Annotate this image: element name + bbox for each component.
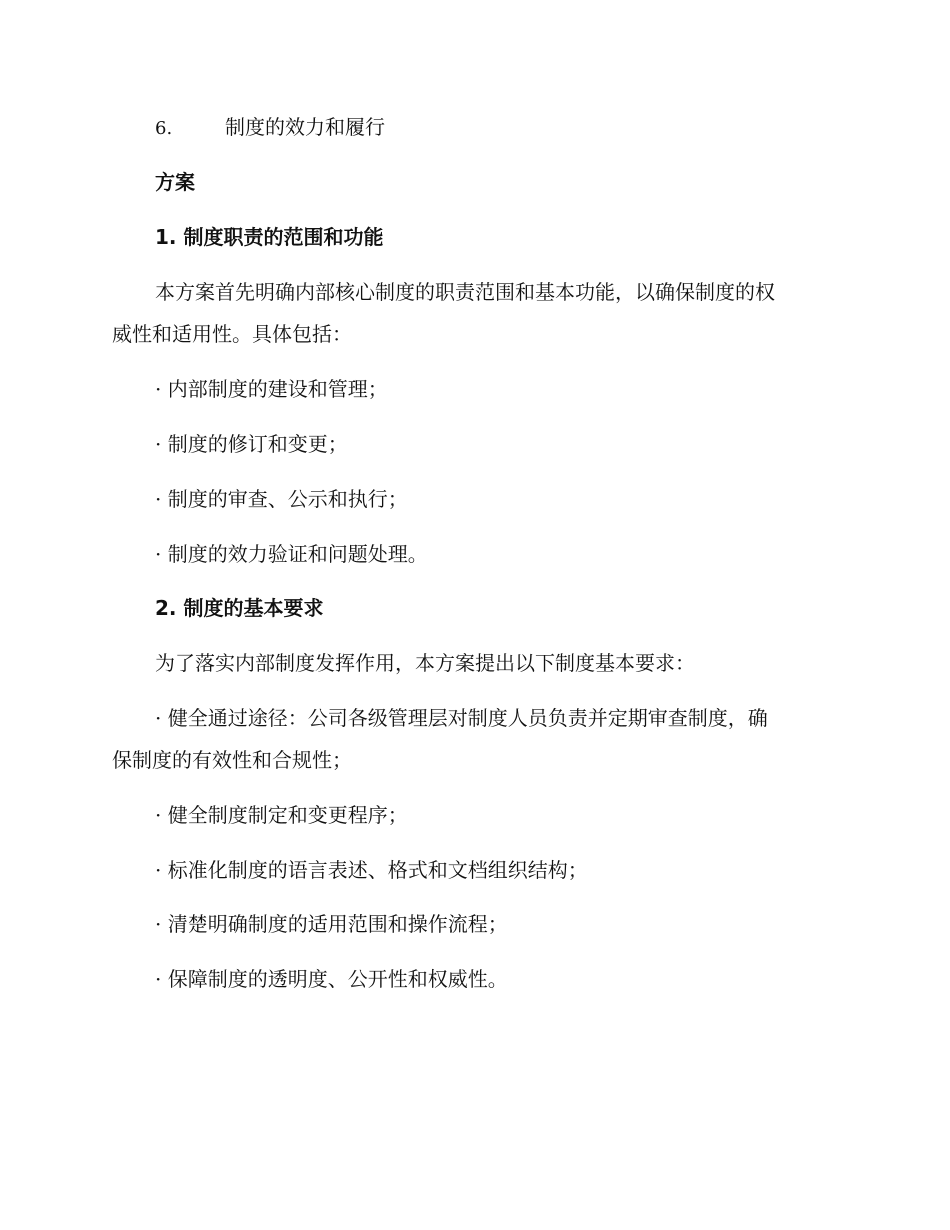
list-number: 6. [155,118,173,139]
bullet-item: · 制度的修订和变更； [155,432,348,456]
bullet-item: · 健全制度制定和变更程序； [155,803,408,827]
list-item-text: 制度的效力和履行 [225,115,385,139]
bullet-item: · 标准化制度的语言表述、格式和文档组织结构； [155,858,588,882]
section-1-heading: 1. 制度职责的范围和功能 [155,225,384,249]
section-1-intro-line-1: 本方案首先明确内部核心制度的职责范围和基本功能，以确保制度的权 [155,280,775,304]
list-item-6 [155,114,385,142]
bullet-item: · 保障制度的透明度、公开性和权威性。 [155,967,508,991]
bullet-item: · 制度的效力验证和问题处理。 [155,542,428,566]
bullet-item-line-2: 保制度的有效性和合规性； [112,748,352,772]
bullet-item: · 清楚明确制度的适用范围和操作流程； [155,912,508,936]
section-2-intro: 为了落实内部制度发挥作用，本方案提出以下制度基本要求： [155,651,695,675]
bullet-item: · 制度的审查、公示和执行； [155,487,408,511]
section-2-heading: 2. 制度的基本要求 [155,596,324,620]
bullet-item: · 内部制度的建设和管理； [155,377,388,401]
heading-plan: 方案 [155,170,195,194]
section-1-intro-line-2: 威性和适用性。具体包括： [112,322,352,346]
bullet-item-line-1: · 健全通过途径：公司各级管理层对制度人员负责并定期审查制度，确 [155,706,768,730]
